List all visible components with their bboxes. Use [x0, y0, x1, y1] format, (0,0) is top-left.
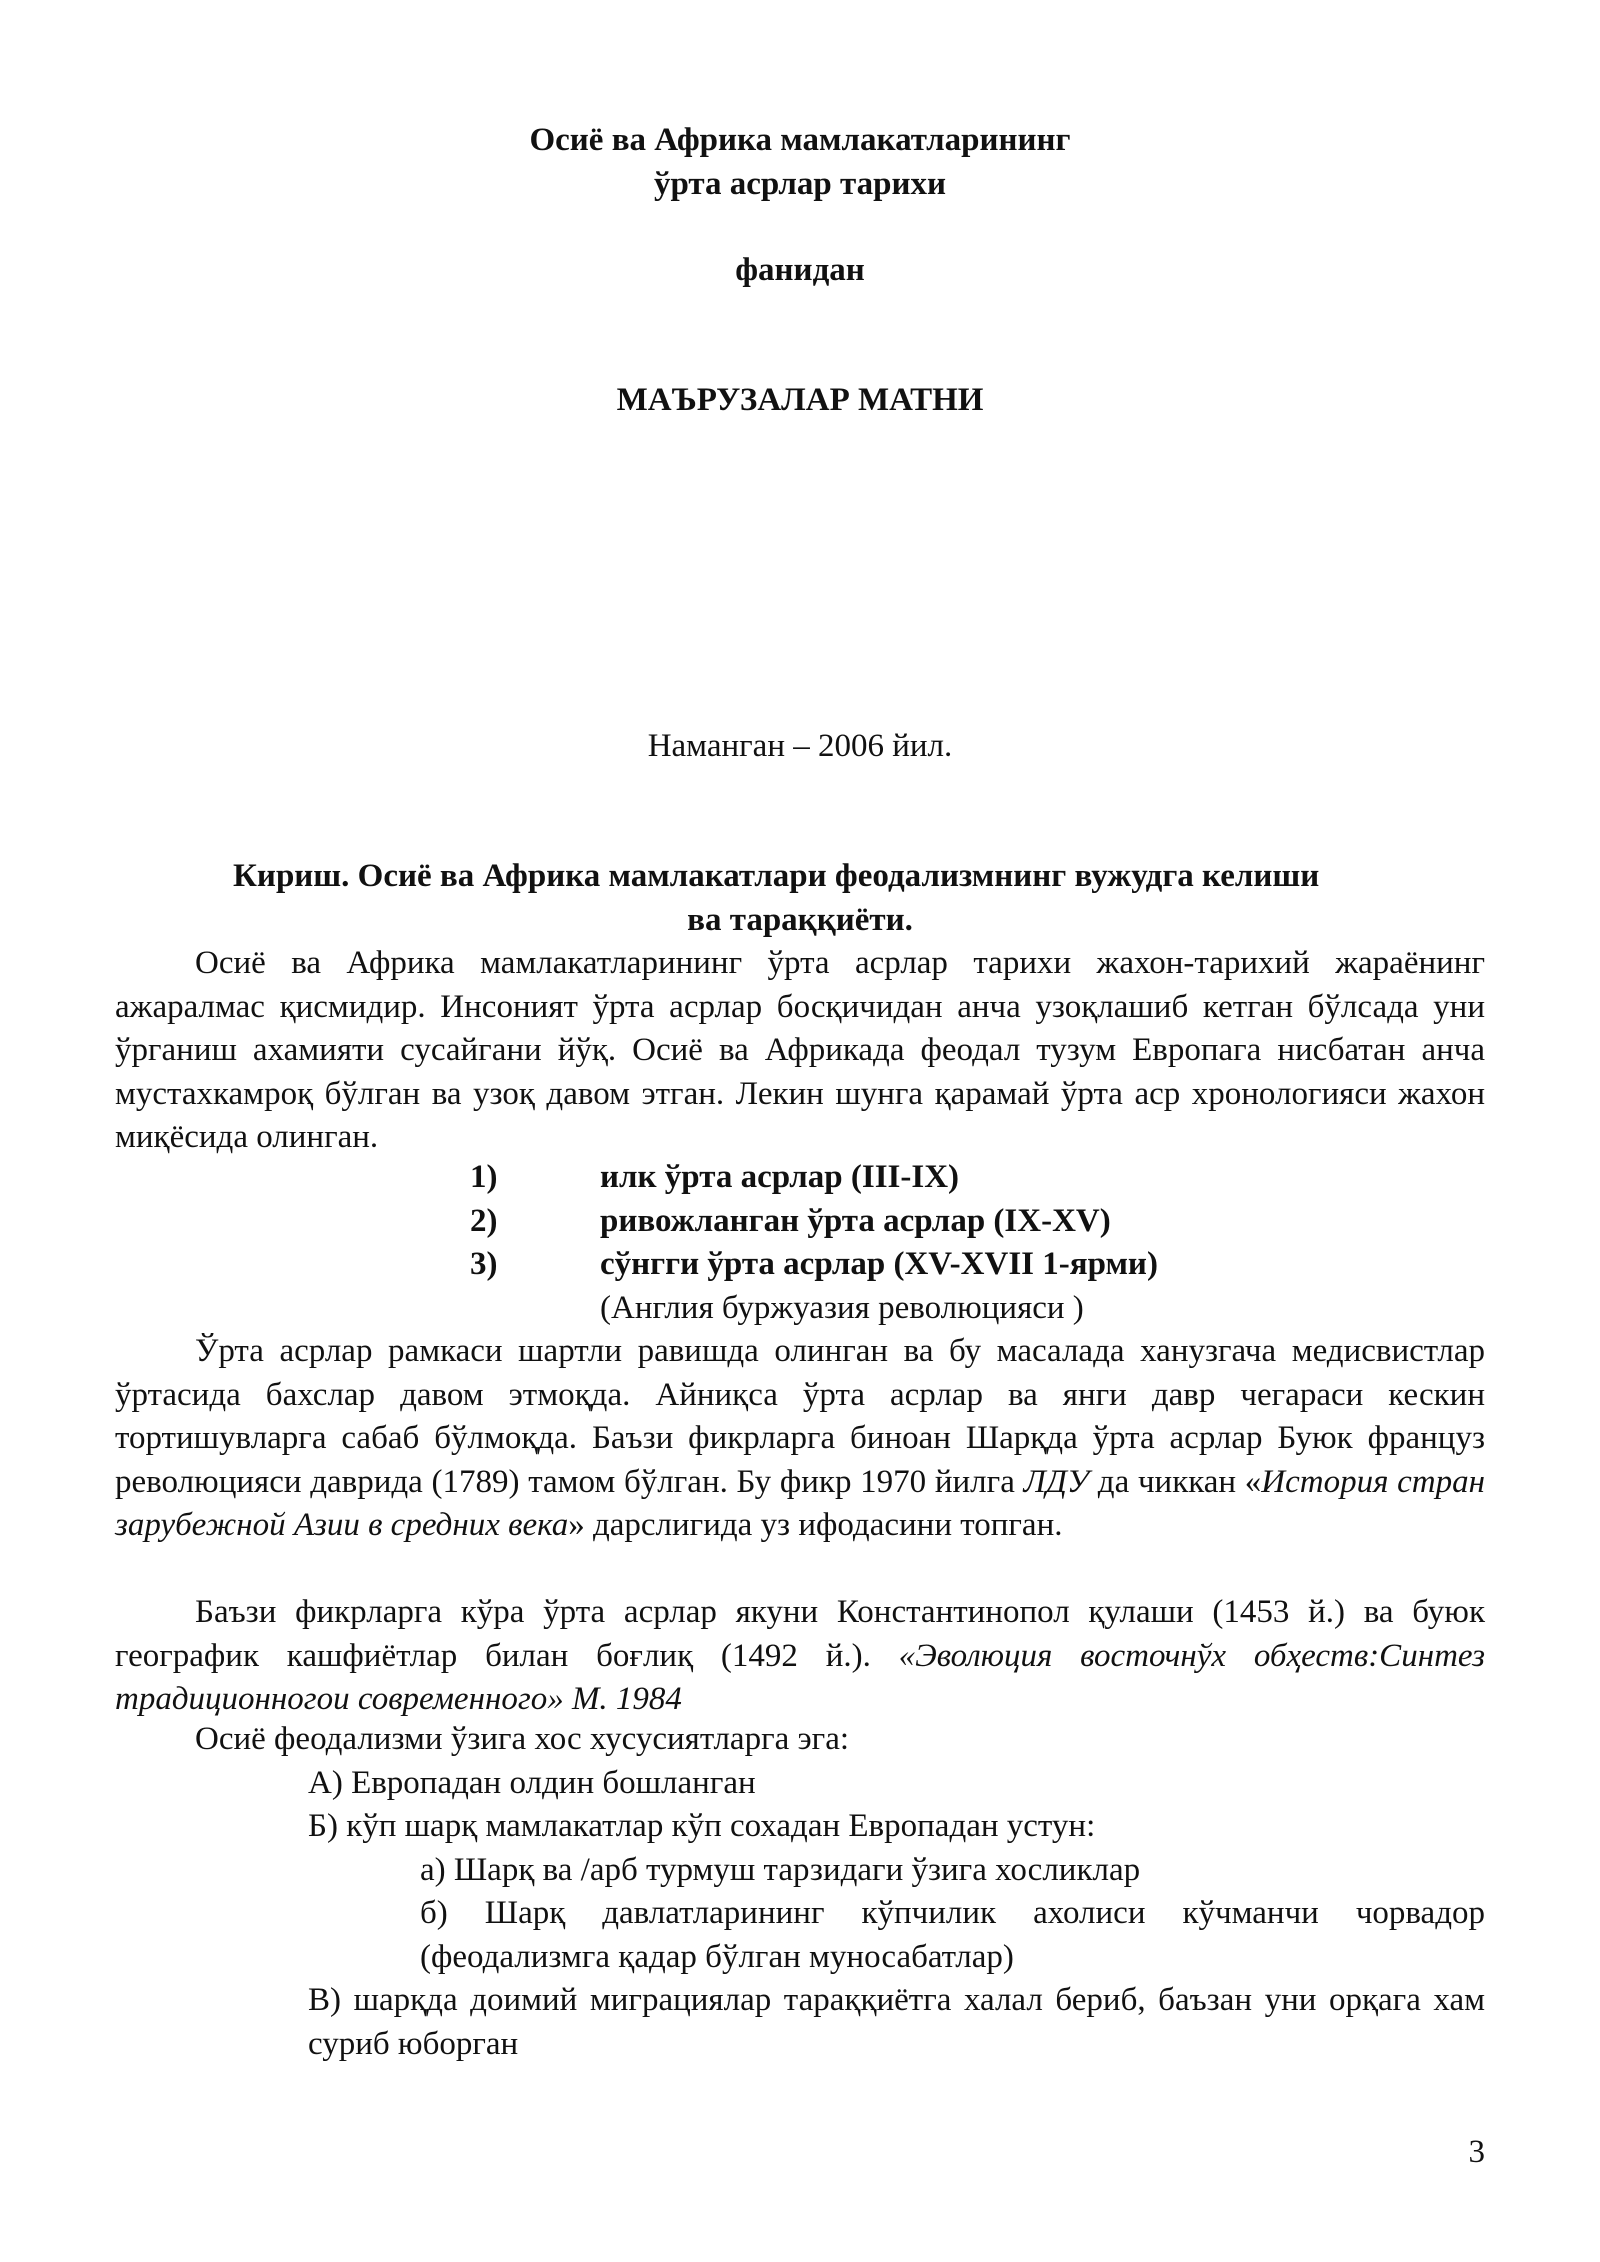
- period-number: 2): [470, 1202, 498, 1239]
- para2-ldu: ЛДУ: [1023, 1463, 1090, 1500]
- para3-part-a: Баъзи фикрларга кўра ўрта асрлар якуни Константинопол қулаши (1453 й.) ва буюк географик кашфиётлар билан боғлиқ (1492 й.).: [115, 1594, 1485, 1674]
- intro-paragraph-2: [115, 1330, 1485, 1548]
- para2-book-title: История стран зарубежной Азии в средних века: [115, 1463, 1485, 1543]
- intro-paragraph-3: [115, 1591, 1485, 1722]
- intro-heading-line-1: Кириш. Осиё ва Африка мамлакатлари феодализмнинг вужудга келиши: [233, 858, 1320, 894]
- feature-b-sub-b: б) Шарқ давлатларининг кўпчилик ахолиси кўчманчи чорвадор (феодализмга қадар бўлган муносабатлар): [420, 1895, 1485, 1975]
- period-item: [470, 1243, 1158, 1287]
- features-list: [115, 1718, 1485, 2066]
- para3-reference: «Эволюция восточнўх обҳеств:Синтез традиционногои современного» М. 1984: [115, 1637, 1485, 1717]
- feature-a: А) Европадан олдин бошланган: [308, 1764, 756, 1801]
- period-item: [470, 1200, 1158, 1244]
- periods-list: [470, 1156, 1158, 1330]
- page-number: 3: [1468, 2134, 1485, 2170]
- feature-b: Б) кўп шарқ мамлакатлар кўп сохадан Европадан устун:: [308, 1808, 1096, 1844]
- feature-b-sub-a: а) Шарқ ва /арб турмуш тарзидаги ўзига хосликлар: [420, 1851, 1141, 1888]
- para2-part-a: Ўрта асрлар рамкаси шартли равишда олинган ва бу масалада ханузгача медисвистлар ўртасида бахслар давом этмоқда. Айниқса ўрта асрлар ва янги давр чегараси кескин тортишувларга сабаб бўлмоқда. Баъзи фикрларга биноан Шарқда ўрта асрлар Буюк француз революцияси даврида (1789) тамом бўлган. Бу фикр 1970 йилга: [115, 1333, 1485, 1500]
- intro-heading-line-2: ва тараққиёти.: [687, 902, 913, 938]
- period-item: [470, 1156, 1158, 1200]
- paragraph-text: [115, 1330, 1485, 1548]
- period-number: 3): [470, 1246, 498, 1282]
- title-line-3: фанидан: [735, 252, 865, 288]
- paragraph-text: [115, 1591, 1485, 1722]
- intro-heading: [115, 854, 1485, 942]
- document-heading: МАЪРУЗАЛАР МАТНИ: [616, 382, 984, 418]
- period-number: 1): [470, 1159, 498, 1195]
- feature-v: В) шарқда доимий миграциялар тараққиётга халал бериб, баъзан уни орқага хам суриб юборган: [308, 1982, 1485, 2062]
- para2-part-b: да чиккан «: [1089, 1463, 1262, 1500]
- intro-paragraph-1: [115, 942, 1485, 1160]
- period-text: илк ўрта асрлар (III-IX): [600, 1159, 960, 1195]
- paragraph-text: Осиё ва Африка мамлакатларининг ўрта асрлар тарихи жахон-тарихий жараёнинг ажаралмас қисмидир. Инсоният ўрта асрлар босқичидан анча узоқлашиб кетган бўлсада уни ўрганиш ахамияти сусайгани йўқ. Осиё ва Африкада феодал тузум Европага нисбатан анча мустахкамроқ бўлган ва узоқ давом этган. Лекин шунга қарамай ўрта аср хронологияси жахон миқёсида олинган.: [115, 945, 1485, 1155]
- period-text: сўнгги ўрта асрлар (XV-XVII 1-ярми): [600, 1246, 1158, 1282]
- period-note: (Англия буржуазия революцияси ): [600, 1289, 1084, 1326]
- title-line-1: Осиё ва Африка мамлакатларининг: [529, 122, 1071, 158]
- features-intro: Осиё феодализми ўзига хос хусусиятларга эга:: [195, 1721, 850, 1757]
- title-line-2: ўрта асрлар тарихи: [653, 166, 947, 202]
- place-date: Наманган – 2006 йил.: [647, 728, 953, 764]
- para2-part-c: » дарслигида уз ифодасини топган.: [568, 1507, 1063, 1543]
- period-text: ривожланган ўрта асрлар (IX-XV): [600, 1202, 1111, 1239]
